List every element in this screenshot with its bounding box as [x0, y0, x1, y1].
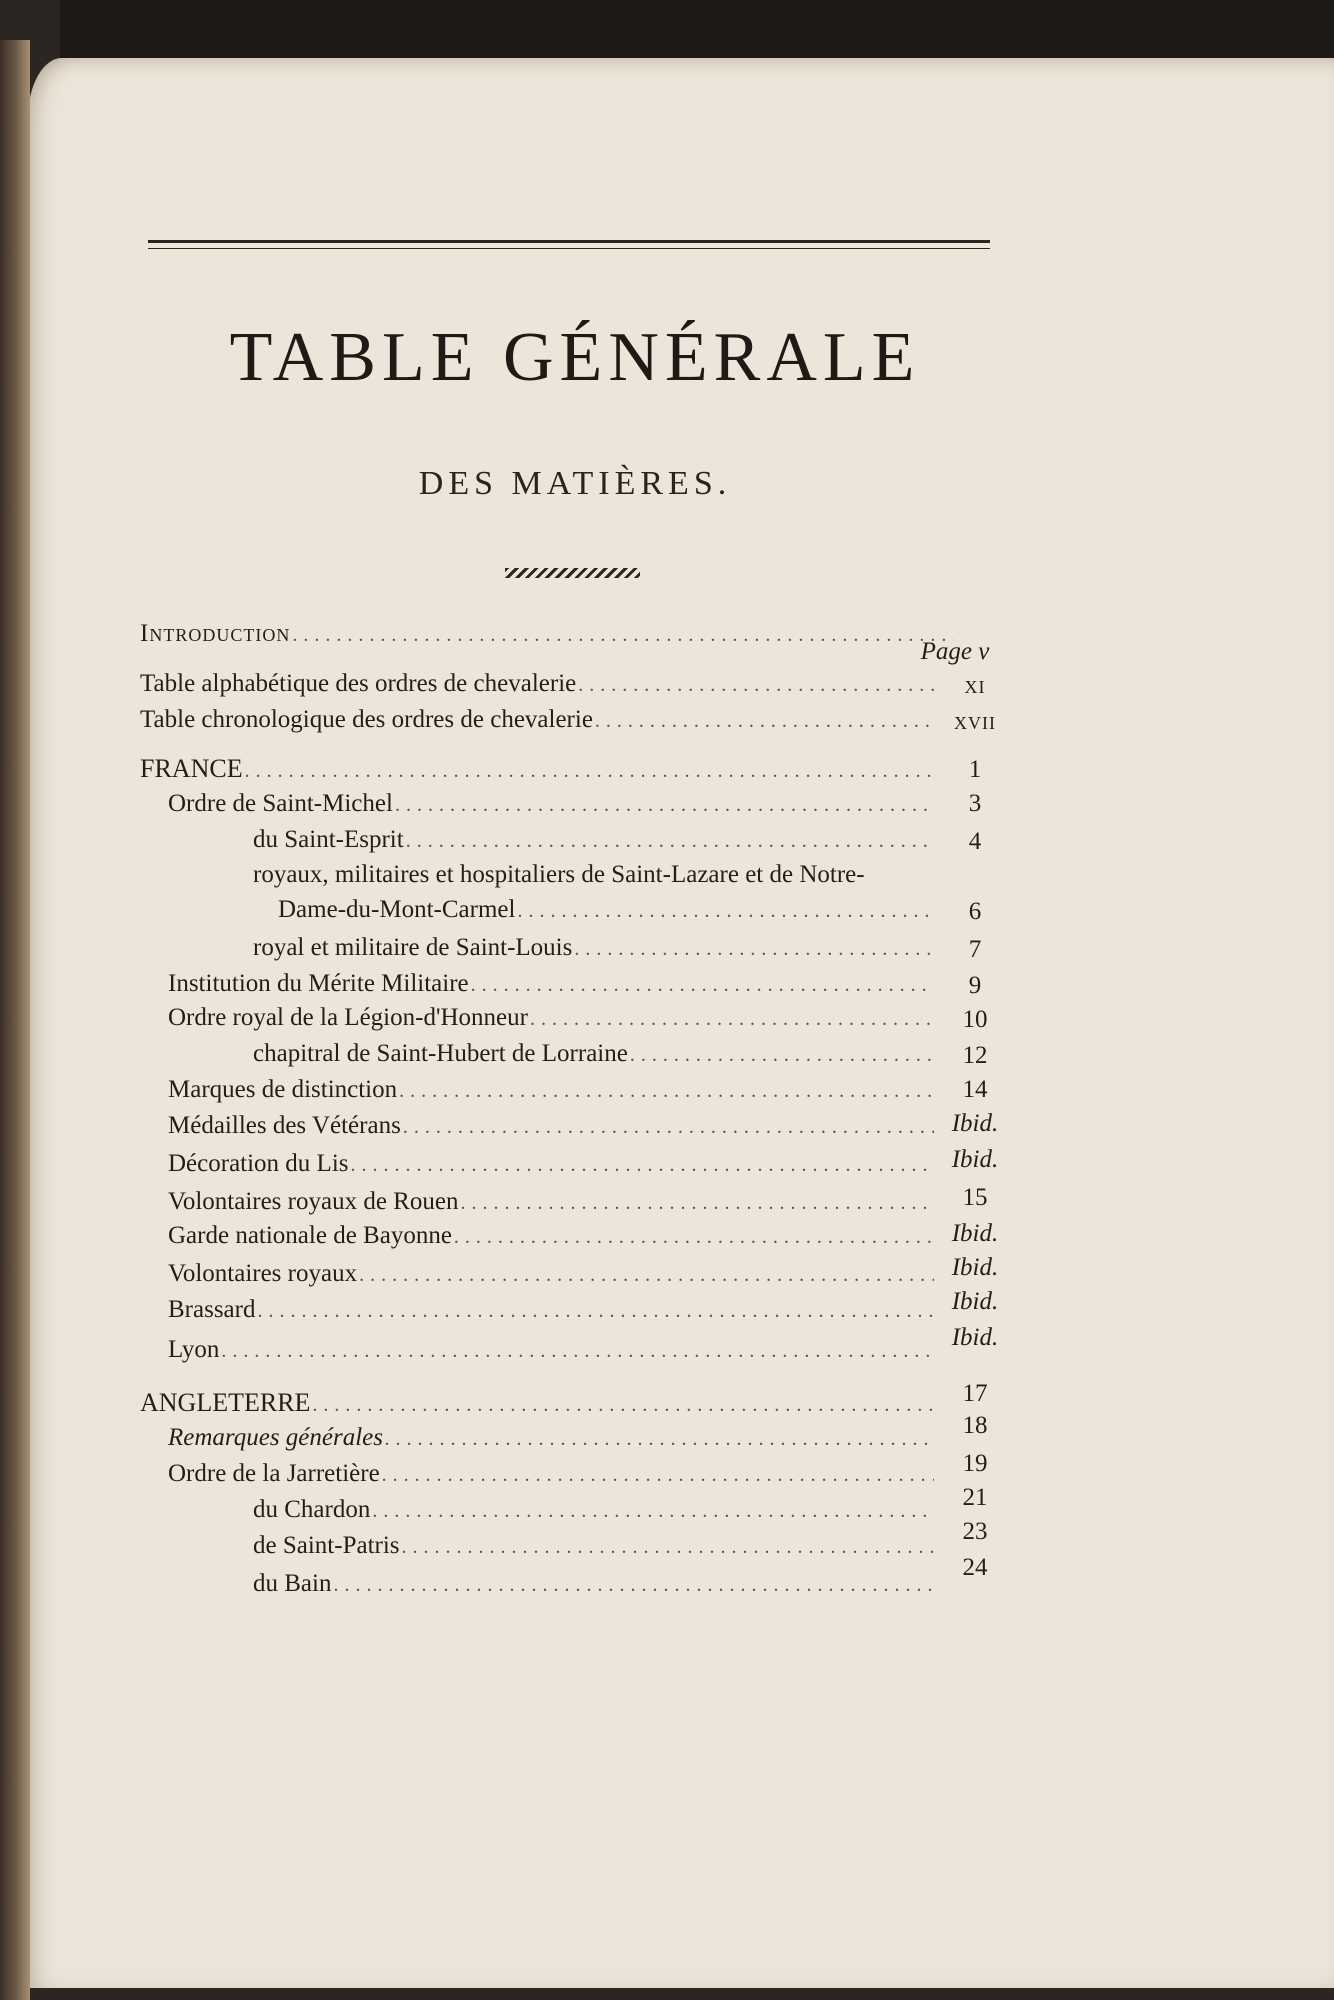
toc-page: xvii [954, 708, 996, 735]
toc-label: chapitral de Saint-Hubert de Lorraine [253, 1040, 628, 1067]
leader-dots [221, 1340, 934, 1363]
toc-label: royal et militaire de Saint-Louis [253, 934, 573, 961]
leader-dots [399, 1080, 934, 1103]
toc-page: 6 [968, 898, 982, 925]
toc-label: Ordre royal de la Légion-d'Honneur [168, 1004, 528, 1031]
toc-page: 10 [962, 1006, 988, 1033]
toc-page: 12 [962, 1042, 988, 1069]
leader-dots [351, 1154, 934, 1177]
toc-label: Décoration du Lis [168, 1150, 349, 1177]
toc-page: 14 [962, 1076, 988, 1103]
leader-dots [292, 624, 954, 647]
leader-dots [245, 760, 934, 783]
toc-entry [253, 1496, 940, 1530]
toc-page: Ibid. [951, 1110, 999, 1137]
toc-page: Ibid. [951, 1324, 999, 1351]
toc-page: Ibid. [951, 1220, 999, 1247]
toc-entry [253, 861, 973, 895]
toc-entry [168, 1076, 940, 1110]
toc-entry [168, 1004, 940, 1038]
toc-label: royaux, militaires et hospitaliers de Saint-Lazare et de Notre- [253, 861, 865, 888]
toc-label: du Bain [253, 1570, 332, 1597]
toc-entry [168, 970, 940, 1004]
leader-dots [403, 1116, 934, 1139]
toc-section-entry [140, 1388, 940, 1422]
toc-entry [140, 706, 940, 740]
leader-dots [333, 1574, 934, 1597]
header-rule-thick [148, 240, 990, 243]
toc-entry [168, 1222, 940, 1256]
toc-page: 3 [968, 790, 982, 817]
toc-label: Table chronologique des ordres de chevalerie [140, 706, 593, 733]
leader-dots [395, 794, 934, 817]
leader-dots [574, 938, 934, 961]
header-rule-thin [148, 248, 990, 249]
toc-page: 23 [962, 1518, 988, 1545]
toc-entry [168, 1460, 940, 1494]
toc-entry [253, 934, 940, 968]
toc-entry [168, 1150, 940, 1184]
toc-page: 19 [962, 1450, 988, 1477]
toc-entry [253, 1532, 940, 1566]
toc-label: de Saint-Patris [253, 1532, 400, 1559]
toc-entry [168, 1424, 940, 1458]
leader-dots [454, 1226, 934, 1249]
leader-dots [595, 710, 934, 733]
toc-label: Volontaires royaux de Rouen [168, 1188, 459, 1215]
toc-label: Marques de distinction [168, 1076, 398, 1103]
toc-label: Institution du Mérite Militaire [168, 970, 469, 997]
toc-label: Médailles des Vétérans [168, 1112, 401, 1139]
leader-dots [312, 1394, 934, 1417]
toc-entry [253, 1570, 940, 1604]
toc-page: 18 [962, 1412, 988, 1439]
toc-label: Table alphabétique des ordres de chevalerie [140, 670, 577, 697]
toc-label: Dame-du-Mont-Carmel [278, 896, 516, 923]
leader-dots [471, 974, 934, 997]
toc-entry [168, 1336, 940, 1370]
background-top [60, 0, 1334, 62]
toc-entry [168, 1260, 940, 1294]
toc-entry [168, 1296, 940, 1330]
leader-dots [359, 1264, 934, 1287]
toc-page: 7 [968, 936, 982, 963]
toc-entry [278, 896, 940, 930]
toc-page: 9 [968, 972, 982, 999]
toc-label: Introduction [140, 620, 291, 647]
toc-label: ANGLETERRE [140, 1388, 311, 1417]
leader-dots [402, 1536, 934, 1559]
toc-page: Ibid. [951, 1146, 999, 1173]
leader-dots [460, 1192, 934, 1215]
toc-label: Volontaires royaux [168, 1260, 358, 1287]
toc-page: xi [964, 672, 986, 699]
toc-entry [168, 1112, 940, 1146]
toc-label: du Saint-Esprit [253, 826, 404, 853]
toc-label: Lyon [168, 1336, 220, 1363]
leader-dots [530, 1008, 934, 1031]
leader-dots [257, 1300, 934, 1323]
toc-page: Ibid. [951, 1254, 999, 1281]
toc-page: Page v [920, 638, 990, 665]
toc-page: 1 [968, 756, 982, 783]
toc-label: Brassard [168, 1296, 256, 1323]
leader-dots [385, 1428, 934, 1451]
toc-label: Ordre de Saint-Michel [168, 790, 393, 817]
leader-dots [372, 1500, 934, 1523]
toc-page: Ibid. [951, 1288, 999, 1315]
toc-page: 17 [962, 1380, 988, 1407]
page-title: TABLE GÉNÉRALE [229, 319, 921, 396]
toc-label: Remarques générales [168, 1424, 383, 1451]
leader-dots [578, 674, 934, 697]
toc-label: Ordre de la Jarretière [168, 1460, 380, 1487]
toc-entry [168, 1188, 940, 1222]
toc-section-entry [140, 754, 940, 788]
leader-dots [382, 1464, 934, 1487]
toc-label: FRANCE [140, 754, 243, 783]
toc-page: 24 [962, 1554, 988, 1581]
toc-page: 4 [968, 828, 982, 855]
leader-dots [406, 830, 934, 853]
toc-page: 15 [962, 1184, 988, 1211]
leader-dots [630, 1044, 934, 1067]
toc-entry [140, 620, 960, 654]
toc-page: 21 [962, 1484, 988, 1511]
toc-entry [253, 1040, 940, 1074]
toc-entry [168, 790, 940, 824]
page-subtitle: DES MATIÈRES. [418, 465, 732, 502]
toc-entry [253, 826, 940, 860]
leader-dots [517, 900, 934, 923]
toc-label: du Chardon [253, 1496, 371, 1523]
toc-label: Garde nationale de Bayonne [168, 1222, 452, 1249]
ornament-divider [505, 568, 640, 578]
toc-entry [140, 670, 940, 704]
